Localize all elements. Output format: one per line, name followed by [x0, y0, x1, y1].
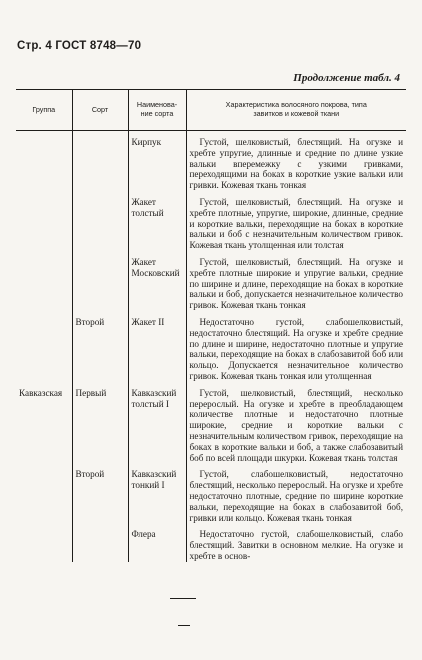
cell-sort: Второй — [72, 469, 128, 523]
cell-sort-name: Флера — [128, 529, 186, 561]
table-row — [16, 529, 406, 561]
cell-sort — [72, 197, 128, 251]
page-header: Стр. 4 ГОСТ 8748—70 — [17, 40, 142, 52]
cell-sort — [72, 529, 128, 561]
column-header-sort: Сорт — [72, 90, 128, 131]
cell-description: Недостаточно густой, слабошелковистый, недостаточно блестящий. На огузке и хребте средние по длине и ширине, недостаточно плотные и упругие вальки, переходящие на боках в слабозавитой боб или кольцо. Допускается незначительное количество гривок. Кожевая ткань тонкая или утолщенная — [186, 317, 406, 382]
column-header-group: Группа — [16, 90, 72, 131]
cell-sort-name: Кавказский толстый I — [128, 388, 186, 464]
table-row — [16, 388, 406, 464]
cell-sort: Второй — [72, 317, 128, 382]
table-row — [16, 257, 406, 311]
cell-group — [16, 317, 72, 382]
cell-description: Густой, шелковистый, блестящий. На огузке и хребте плотные, упругие, широкие, длинные, средние и короткие вальки, переходящие на боках в короткие вальки и боб с незначительным количеством гривок. Кожевая ткань утолщенная или толстая — [186, 197, 406, 251]
column-header-description: Характеристика волосяного покрова, типа завитков и кожевой ткани — [186, 90, 406, 131]
divider-line — [178, 625, 190, 626]
cell-sort-name: Жакет Московский — [128, 257, 186, 311]
table-row — [16, 137, 406, 191]
cell-sort — [72, 137, 128, 191]
divider-line — [170, 598, 196, 599]
cell-group: Кавказская — [19, 387, 63, 398]
cell-sort-name: Жакет толстый — [128, 197, 186, 251]
cell-sort-name: Кирпук — [128, 137, 186, 191]
cell-description: Недостаточно густой, слабошелковистый, слабо блестящий. Завитки в основном мелкие. На огузке и хребте в основ- — [186, 529, 406, 561]
table-row — [16, 317, 406, 382]
cell-group — [16, 137, 72, 191]
table-header — [16, 90, 406, 131]
cell-sort-name: Кавказский тонкий I — [128, 469, 186, 523]
cell-sort — [72, 257, 128, 311]
cell-sort-name: Жакет II — [128, 317, 186, 382]
cell-group — [16, 257, 72, 311]
cell-group — [16, 197, 72, 251]
cell-sort: Первый — [72, 388, 128, 464]
cell-description: Густой, шелковистый, блестящий. На огузке и хребте плотные широкие и упругие вальки, средние по ширине и длине, переходящие на боках в короткие вальки и боб, допускается незначительное количество гривок. Кожевая ткань тонкая — [186, 257, 406, 311]
characteristics-table — [16, 89, 406, 562]
cell-group — [16, 529, 72, 561]
cell-description: Густой, шелковистый, блестящий. На огузке и хребте упругие, длинные и средние по длине узкие вальки вперемежку с узкими гривками, переходящими на боках в короткие узкие вальки или гривки. Кожевая ткань тонкая — [186, 137, 406, 191]
cell-description: Густой, слабошелковистый, недостаточно блестящий, несколько перерослый. На огузке и хребте недостаточно плотные, средние по ширине короткие вальки, переходящие на боках в слабозавитой боб, гривки или кольцо. Кожевая ткань тонкая — [186, 469, 406, 523]
table-row — [16, 197, 406, 251]
cell-description: Густой, шелковистый, блестящий, несколько перерослый. На огузке и хребте в преобладающем количестве плотные и недостаточно плотные широкие, средние и короткие вальки с незначительным количеством гривок, переходящие на боках в короткие вальки и боб, а также слабозавитый боб по всей площади шкурки. Кожевая ткань толстая — [186, 388, 406, 464]
column-header-sort-name: Наименова- ние сорта — [128, 90, 186, 131]
table-continuation-label: Продолжение табл. 4 — [293, 72, 400, 84]
table-row — [16, 469, 406, 523]
cell-group — [16, 469, 72, 523]
